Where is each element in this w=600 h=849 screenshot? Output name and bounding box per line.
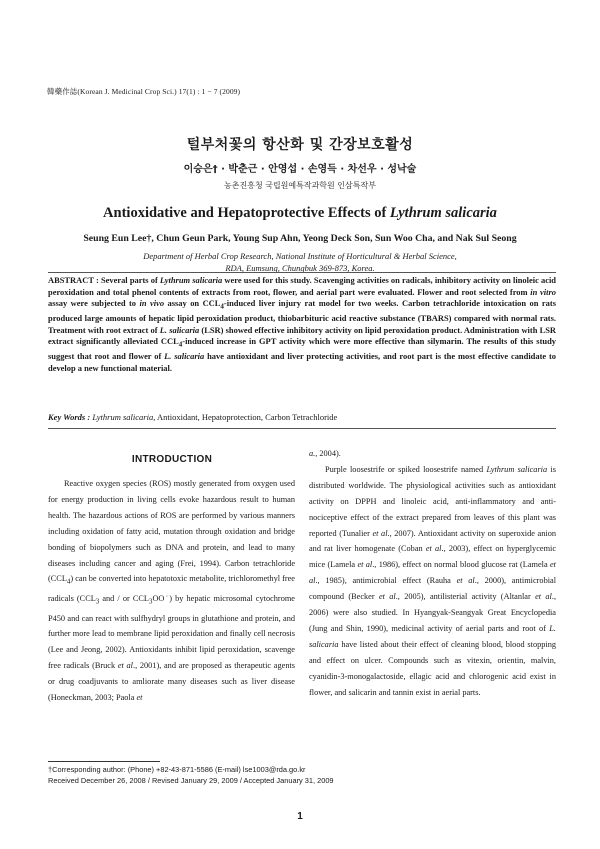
subscript: 3 — [95, 598, 100, 606]
abstract-text: have antioxidant and liver protecting activities, and root part is the most effective candidate to develop a new functional material. — [48, 351, 556, 373]
body-text: ., 2000), antimicrobial compound (Becker — [309, 576, 557, 602]
abstract-text: assay on CCL — [164, 298, 221, 308]
body-text: ., 2003), effect on hyperglycemic mice (Lamela — [309, 544, 557, 570]
english-affiliation — [0, 250, 600, 274]
species-name: Lythrum salicaria — [159, 275, 223, 285]
continued-citation — [309, 446, 556, 462]
intro-paragraph-2 — [309, 462, 556, 701]
subscript: 4 — [220, 302, 224, 311]
body-text: ., 2007). Antioxidant activity on superoxide anion and rat liver homogenate (Coban — [309, 528, 556, 554]
body-text: Purple loosestrife or spiked loosestrife named — [325, 464, 487, 474]
species-name: L. salicaria — [159, 324, 200, 335]
et-al: et al — [117, 661, 133, 671]
body-text: ., 2006) were also studied. In Hyangyak-Seangyak Great Encyclopedia (Jung and Shin, 1990), medicinal activity of aerial parts and root of — [309, 592, 557, 633]
footnote-rule — [48, 761, 160, 762]
et-al: et al — [425, 544, 442, 554]
body-text: and / or CCL — [99, 594, 149, 603]
keywords-label: Key Words : — [48, 412, 91, 422]
body-text: ., 2005), antilisterial activity (Altanlar — [395, 592, 536, 602]
body-text: Reactive oxygen species (ROS) mostly generated from oxygen used for energy production in living cells evoke hazardous result to human health. The hazardous actions of ROS are performed by various manners including oxidation of fatty acid, mutation through oxidation and bridge bonding of biopolymers such as DNA and protein, and lead to many diseases including cancer and aging (Frei, 1994). Carbon tetrachloride (CCL — [48, 479, 295, 584]
abstract-text: were used for this study. Scavenging activities on radicals, inhibitory activity on linoleic acid peroxidation and total phenol contents of extracts from root, flower, and aerial part were evaluated. Flower and root selected from — [48, 275, 556, 297]
et-al: et al — [309, 560, 556, 586]
left-column — [48, 476, 295, 706]
species-name: L. salicaria — [309, 623, 556, 649]
subscript: 4 — [66, 579, 71, 587]
corresponding-author-note: †Corresponding author: (Phone) +82-43-871-5586 (E-mail) lse1003@rda.go.kr — [48, 765, 306, 774]
et-al: et al — [535, 592, 552, 602]
abstract-text: Several parts of — [98, 275, 160, 285]
affiliation-line-2: RDA, Eumsung, Chungbuk 369-873, Korea. — [225, 263, 375, 273]
abstract-top-rule — [48, 272, 556, 273]
et-al: et al — [357, 560, 373, 570]
species-name: L. salicaria — [164, 351, 205, 362]
korean-authors: 이승은† · 박춘근 · 안영섭 · 손영득 · 차선우 · 성낙술 — [183, 164, 417, 175]
abstract-bottom-rule — [48, 428, 556, 429]
body-text: is distributed worldwide. The physiological activities such as antioxidant activity on DPPH and linoleic acid, anti-inflammatory and anti-nociceptive effect of the extract prepared from leaves of this plant was reported (Tunalier — [309, 464, 557, 538]
keywords — [48, 412, 556, 423]
page-number: 1 — [297, 811, 303, 822]
et-al: et — [136, 693, 143, 703]
et-al: et al — [372, 528, 388, 538]
in-vitro: in vitro — [530, 286, 556, 297]
korean-title: 털부처꽃의 항산화 및 간장보호활성 — [186, 137, 414, 153]
right-column — [309, 446, 556, 701]
body-text: OO˙) by hepatic microsomal cytochrome P450 and can react with sulfhydryl groups in glutathione and protein, and further more lead to membrane lipid peroxidation and finally cell necrosis (Lee and Jeong, 2002). Antioxidants inhibit lipid peroxidation, scavenge free radicals (Bruck — [48, 594, 295, 671]
keyword-species: Lythrum salicaria — [92, 412, 154, 422]
body-text: ) can be converted into hepatotoxic metabolite, trichloromethyl free radicals (CCL — [48, 574, 295, 603]
abstract-text: -induced increase in GPT activity which were more effective than silymarin. The results of this study suggest that root and flower of — [48, 336, 556, 362]
et-al: et al — [456, 576, 475, 586]
english-title-species: Lythrum salicaria — [389, 205, 497, 221]
body-text: ., 2001), and are proposed as therapeutic agents or drug coadjuvants to amliorate many diseases such as liver disease (Honeckman, 2003; Paola — [48, 661, 295, 703]
subscript: 3 — [148, 598, 153, 606]
keywords-rest: , Antioxidant, Hepatoprotection, Carbon Tetrachloride — [153, 412, 338, 422]
in-vivo: in vivo — [139, 298, 165, 308]
received-dates-note: Received December 26, 2008 / Revised January 29, 2009 / Accepted January 31, 2009 — [48, 776, 334, 785]
abstract-text: (LSR) showed effective inhibitory activity on lipid peroxidation product. Administration with LSR extract significantly alleviated CCL — [48, 324, 556, 347]
body-text: ., 1986), effect on normal blood glucose rat (Lamela — [372, 560, 550, 570]
affiliation-line-1: Department of Herbal Crop Research, National Institute of Horticultural & Herbal Science, — [143, 251, 457, 261]
english-title — [0, 205, 600, 222]
abstract-label: ABSTRACT : — [48, 275, 99, 285]
journal-citation: 韓藥作誌(Korean J. Medicinal Crop Sci.) 17(1) : 1 − 7 (2009) — [47, 87, 241, 96]
abstract-text: assay were subjected to — [48, 298, 140, 308]
species-name: Lythrum salicaria — [486, 464, 548, 474]
et-al: et al — [378, 592, 396, 602]
english-title-main: Antioxidative and Hepatoprotective Effects of — [103, 205, 390, 221]
abstract — [48, 275, 556, 374]
body-text: , 2004). — [315, 449, 341, 458]
english-authors: Seung Eun Lee†, Chun Geun Park, Young Sup Ahn, Yeong Deck Son, Sun Woo Cha, and Nak Sul Seong — [83, 233, 517, 244]
introduction-heading: INTRODUCTION — [131, 454, 213, 465]
intro-paragraph-1 — [48, 476, 295, 706]
et-al: a. — [309, 449, 316, 458]
body-text: have listed about their effect of cleaning blood, blood stopping and effect on ulcer. Compounds such as vitexin, orientin, malvin, cyanidin-3-monogalactoside, ellagic acid and chlorogenic acid exist in flower, and salicarin and tannin exist in aerial parts. — [309, 639, 556, 697]
subscript: 4 — [178, 340, 183, 349]
body-text: ., 1985), antimicrobial effect (Rauha — [315, 576, 457, 586]
abstract-text: -induced liver injury rat model for two weeks. Carbon tetrachloride intoxication on rats produced large amounts of hepatic lipid peroxidation product, thiobarbituric acid reactive substance (TBARS) compared with normal rats. Treatment with root extract of — [48, 298, 556, 335]
korean-affiliation: 농촌진흥청 국립원예특작과학원 인삼특작부 — [224, 181, 376, 190]
